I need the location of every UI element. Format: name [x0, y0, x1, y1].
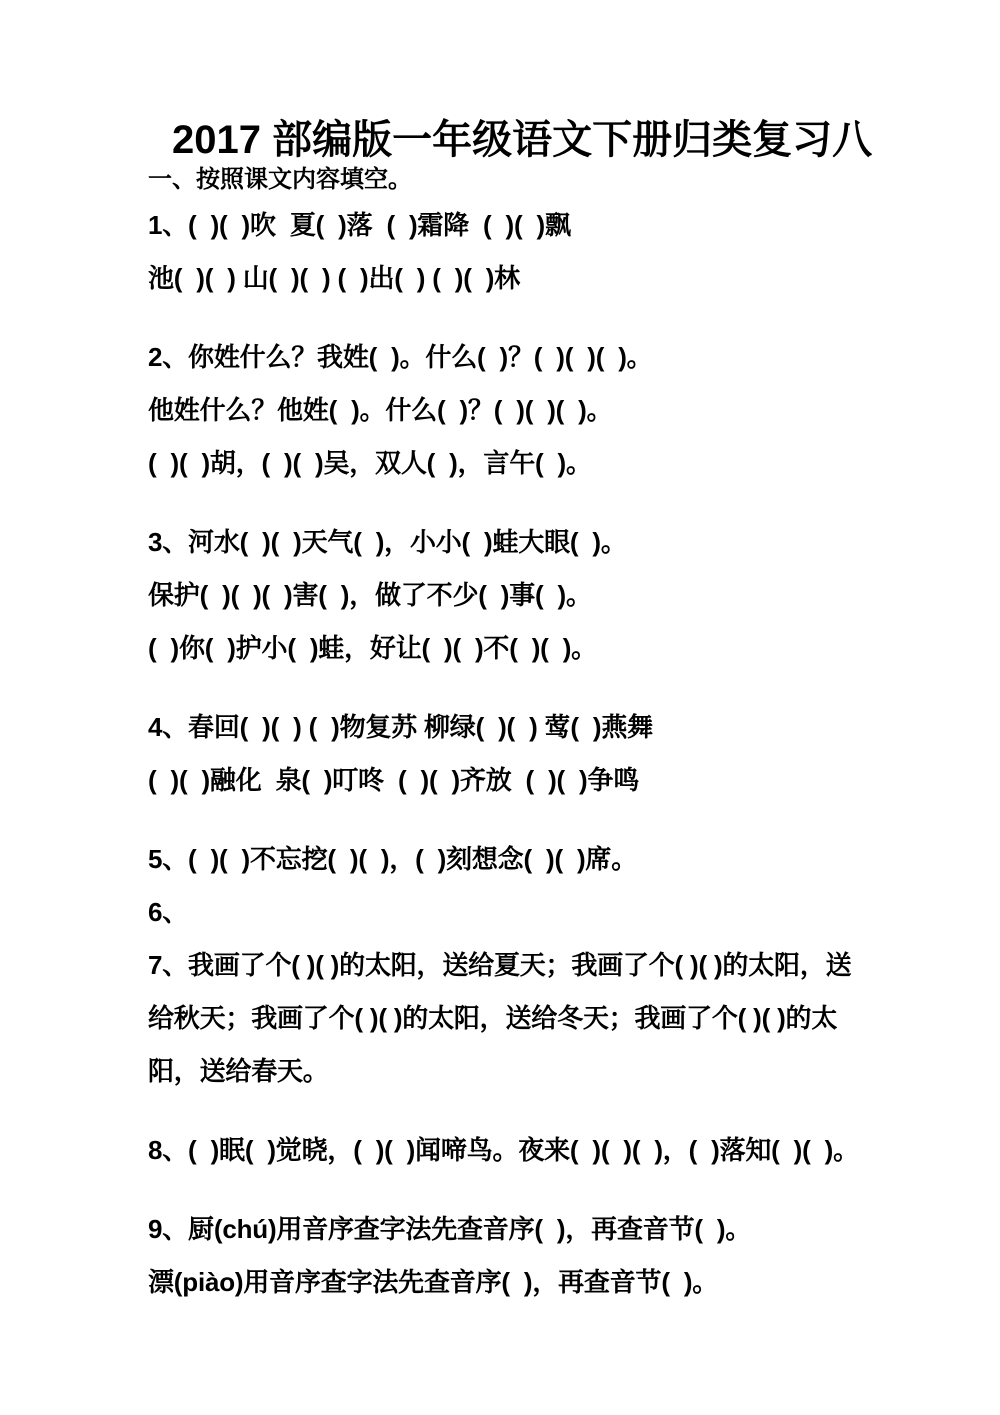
- question-block-3: [148, 516, 860, 675]
- question-line: 漂(piào)用音序查字法先查音序( )，再查音节( )。: [148, 1266, 719, 1297]
- question-block-4: [148, 701, 860, 807]
- question-block-5: [148, 833, 860, 886]
- question-line: ( )( )融化 泉( )叮咚 ( )( )齐放 ( )( )争鸣: [148, 764, 640, 795]
- question-block-7: [148, 939, 860, 1098]
- document-body: [148, 118, 873, 1309]
- question-block-2: [148, 331, 860, 490]
- question-line: 保护( )( )( )害( )，做了不少( )事( )。: [148, 579, 592, 610]
- question-line: 3、河水( )( )天气( )，小小( )蛙大眼( )。: [148, 526, 627, 557]
- question-block-1: [148, 199, 860, 305]
- question-line: ( )( )胡，( )( )吴，双人( )，言午( )。: [148, 447, 592, 478]
- question-line: ( )你( )护小( )蛙，好让( )( )不( )( )。: [148, 632, 597, 663]
- question-line: 9、厨(chú)用音序查字法先查音序( )，再查音节( )。: [148, 1213, 752, 1244]
- question-line: 2、你姓什么？我姓( )。什么( )？( )( )( )。: [148, 341, 653, 372]
- question-line: 5、( )( )不忘挖( )( )，( )刻想念( )( )席。: [148, 843, 638, 874]
- question-block-9: [148, 1203, 860, 1309]
- question-line: 7、我画了个( )( )的太阳，送给夏天；我画了个( )( )的太阳，送给秋天；我画了个( )( )的太阳，送给冬天；我画了个( )( )的太阳，送给春天。: [148, 949, 852, 1086]
- question-line: 1、( )( )吹 夏( )落 ( )霜降 ( )( )飘: [148, 209, 571, 240]
- question-line: 池( )( ) 山( )( ) ( )出( ) ( )( )林: [148, 262, 520, 293]
- section-heading: 一、按照课文内容填空。: [148, 165, 412, 193]
- question-line: 6、: [148, 896, 189, 927]
- question-block-8: [148, 1124, 860, 1177]
- question-line: 4、春回( )( ) ( )物复苏 柳绿( )( ) 莺( )燕舞: [148, 711, 653, 742]
- page-title: 2017 部编版一年级语文下册归类复习八: [172, 118, 873, 162]
- question-line: 8、( )眠( )觉晓，( )( )闻啼鸟。夜来( )( )( )，( )落知( )( )。: [148, 1134, 859, 1165]
- question-block-6: [148, 886, 860, 939]
- question-line: 他姓什么？他姓( )。什么( )？( )( )( )。: [148, 394, 613, 425]
